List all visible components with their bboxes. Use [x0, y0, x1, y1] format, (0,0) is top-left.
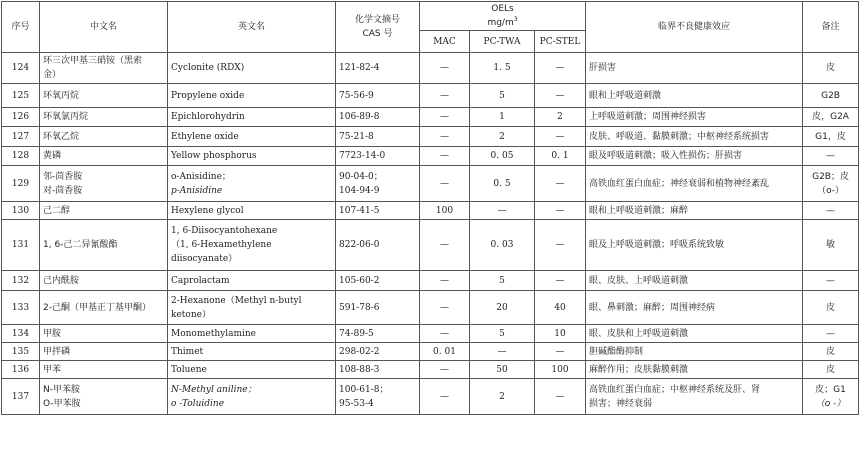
english-name: Cyclonite (RDX) — [168, 53, 336, 84]
chinese-name: 环三次甲基三硝铵（黑索 金） — [40, 53, 168, 84]
row-number: 130 — [2, 202, 40, 220]
header-mac: MAC — [420, 31, 470, 53]
header-seq: 序号 — [2, 2, 40, 53]
health-effect: 眼及呼吸道刺激；吸入性损伤；肝损害 — [586, 147, 803, 166]
table-row — [2, 379, 859, 415]
pc-twa-value: 5 — [470, 325, 535, 343]
mac-value: — — [420, 84, 470, 108]
header-row-1 — [2, 2, 859, 31]
health-effect: 麻醉作用；皮肤黏膜刺激 — [586, 361, 803, 379]
table-row — [2, 166, 859, 202]
chinese-name: 环氧氯丙烷 — [40, 108, 168, 127]
chinese-name: 2-己酮（甲基正丁基甲酮） — [40, 291, 168, 325]
pc-stel-value: 40 — [535, 291, 586, 325]
table-row — [2, 343, 859, 361]
cas-number: 822-06-0 — [336, 220, 420, 271]
english-name: 2-Hexanone（Methyl n-butyl ketone） — [168, 291, 336, 325]
header-cas-line2: CAS 号 — [362, 29, 393, 39]
chinese-name: 己内酰胺 — [40, 271, 168, 291]
header-oels-label: OELs — [491, 4, 514, 14]
pc-twa-value: 5 — [470, 84, 535, 108]
cas-number: 107-41-5 — [336, 202, 420, 220]
table-row — [2, 202, 859, 220]
mac-value: — — [420, 325, 470, 343]
pc-stel-value: 2 — [535, 108, 586, 127]
pc-twa-value: — — [470, 343, 535, 361]
note: 敏 — [803, 220, 859, 271]
table-row — [2, 325, 859, 343]
table-row — [2, 108, 859, 127]
note: 皮 — [803, 361, 859, 379]
header-chinese-name: 中文名 — [40, 2, 168, 53]
mac-value: — — [420, 53, 470, 84]
english-name: Epichlorohydrin — [168, 108, 336, 127]
mac-value: — — [420, 220, 470, 271]
pc-stel-value: — — [535, 343, 586, 361]
chinese-name: 1, 6-己二异氰酸酯 — [40, 220, 168, 271]
cas-number: 108-88-3 — [336, 361, 420, 379]
health-effect: 肝损害 — [586, 53, 803, 84]
header-cas — [336, 2, 420, 53]
health-effect: 胆碱酯酶抑制 — [586, 343, 803, 361]
pc-twa-value: 2 — [470, 127, 535, 147]
header-pc-twa: PC-TWA — [470, 31, 535, 53]
chinese-name: 环氧丙烷 — [40, 84, 168, 108]
pc-stel-value: — — [535, 127, 586, 147]
row-number: 133 — [2, 291, 40, 325]
row-number: 137 — [2, 379, 40, 415]
cas-number: 74-89-5 — [336, 325, 420, 343]
cas-number: 90-04-0； 104-94-9 — [336, 166, 420, 202]
row-number: 129 — [2, 166, 40, 202]
pc-twa-value: 0. 03 — [470, 220, 535, 271]
pc-twa-value: 2 — [470, 379, 535, 415]
row-number: 135 — [2, 343, 40, 361]
row-number: 125 — [2, 84, 40, 108]
mac-value: — — [420, 147, 470, 166]
pc-stel-value: 100 — [535, 361, 586, 379]
english-name: Monomethylamine — [168, 325, 336, 343]
pc-twa-value: 0. 05 — [470, 147, 535, 166]
header-effect: 临界不良健康效应 — [586, 2, 803, 53]
pc-stel-value: — — [535, 53, 586, 84]
header-pc-stel: PC-STEL — [535, 31, 586, 53]
health-effect: 眼、鼻刺激；麻醉；周围神经病 — [586, 291, 803, 325]
mac-value: — — [420, 127, 470, 147]
health-effect: 高铁血红蛋白血症；中枢神经系统及肝、肾 损害；神经衰弱 — [586, 379, 803, 415]
health-effect: 眼、皮肤和上呼吸道刺激 — [586, 325, 803, 343]
note: — — [803, 271, 859, 291]
english-name: N-Methyl aniline； o -Toluidine — [168, 379, 336, 415]
chinese-name: N-甲苯胺 O-甲苯胺 — [40, 379, 168, 415]
header-oels-unit — [423, 16, 582, 30]
mac-value: 0. 01 — [420, 343, 470, 361]
cas-number: 100-61-8； 95-53-4 — [336, 379, 420, 415]
english-name: 1, 6-Diisocyantohexane （1, 6-Hexamethylene diisocyanate） — [168, 220, 336, 271]
note: — — [803, 202, 859, 220]
table-row — [2, 53, 859, 84]
chinese-name: 环氧乙烷 — [40, 127, 168, 147]
pc-twa-value: 0. 5 — [470, 166, 535, 202]
mac-value: — — [420, 166, 470, 202]
mac-value: — — [420, 271, 470, 291]
header-oels — [420, 2, 586, 31]
mac-value: — — [420, 361, 470, 379]
note: G2B — [803, 84, 859, 108]
row-number: 124 — [2, 53, 40, 84]
note: 皮；G1 （o -） — [803, 379, 859, 415]
health-effect: 皮肤、呼吸道、黏膜刺激；中枢神经系统损害 — [586, 127, 803, 147]
english-name: Ethylene oxide — [168, 127, 336, 147]
cas-number: 591-78-6 — [336, 291, 420, 325]
pc-stel-value: — — [535, 84, 586, 108]
table-row — [2, 220, 859, 271]
note: — — [803, 147, 859, 166]
table-row — [2, 147, 859, 166]
pc-stel-value: — — [535, 271, 586, 291]
header-english-name: 英文名 — [168, 2, 336, 53]
chinese-name: 甲拌磷 — [40, 343, 168, 361]
pc-stel-value: — — [535, 202, 586, 220]
mac-value: — — [420, 379, 470, 415]
english-name: Yellow phosphorus — [168, 147, 336, 166]
cas-number: 121-82-4 — [336, 53, 420, 84]
health-effect: 眼、皮肤、上呼吸道刺激 — [586, 271, 803, 291]
row-number: 132 — [2, 271, 40, 291]
health-effect: 上呼吸道刺激；周围神经损害 — [586, 108, 803, 127]
english-name: Propylene oxide — [168, 84, 336, 108]
chinese-name: 己二醇 — [40, 202, 168, 220]
table-row — [2, 271, 859, 291]
cas-number: 75-56-9 — [336, 84, 420, 108]
pc-twa-value: — — [470, 202, 535, 220]
oel-table — [1, 1, 859, 415]
cas-number: 105-60-2 — [336, 271, 420, 291]
english-name: Caprolactam — [168, 271, 336, 291]
pc-twa-value: 50 — [470, 361, 535, 379]
note: 皮 — [803, 53, 859, 84]
note: G2B；皮 （o-） — [803, 166, 859, 202]
table-row — [2, 127, 859, 147]
chinese-name: 甲胺 — [40, 325, 168, 343]
mac-value: — — [420, 108, 470, 127]
cas-number: 7723-14-0 — [336, 147, 420, 166]
pc-stel-value: 10 — [535, 325, 586, 343]
english-name: o-Anisidine； p-Anisidine — [168, 166, 336, 202]
pc-twa-value: 5 — [470, 271, 535, 291]
cas-number: 298-02-2 — [336, 343, 420, 361]
header-note: 备注 — [803, 2, 859, 53]
mac-value: — — [420, 291, 470, 325]
row-number: 131 — [2, 220, 40, 271]
english-name: Toluene — [168, 361, 336, 379]
cas-number: 106-89-8 — [336, 108, 420, 127]
health-effect: 高铁血红蛋白血症；神经衰弱和植物神经紊乱 — [586, 166, 803, 202]
mac-value: 100 — [420, 202, 470, 220]
chinese-name: 邻-茴香胺 对-茴香胺 — [40, 166, 168, 202]
row-number: 127 — [2, 127, 40, 147]
note: — — [803, 325, 859, 343]
note: 皮 — [803, 343, 859, 361]
row-number: 136 — [2, 361, 40, 379]
pc-stel-value: — — [535, 220, 586, 271]
pc-stel-value: — — [535, 166, 586, 202]
row-number: 134 — [2, 325, 40, 343]
english-name: Hexylene glycol — [168, 202, 336, 220]
health-effect: 眼和上呼吸道刺激；麻醉 — [586, 202, 803, 220]
pc-twa-value: 1. 5 — [470, 53, 535, 84]
note: G1，皮 — [803, 127, 859, 147]
row-number: 128 — [2, 147, 40, 166]
table-row — [2, 361, 859, 379]
header-cas-line1: 化学文摘号 — [354, 15, 400, 25]
note: 皮，G2A — [803, 108, 859, 127]
pc-twa-value: 1 — [470, 108, 535, 127]
table-row — [2, 84, 859, 108]
header-unit-sup: 3 — [513, 16, 518, 23]
header-unit-base: mg/m — [487, 18, 514, 28]
pc-twa-value: 20 — [470, 291, 535, 325]
pc-stel-value: — — [535, 379, 586, 415]
pc-stel-value: 0. 1 — [535, 147, 586, 166]
chinese-name: 黄磷 — [40, 147, 168, 166]
note: 皮 — [803, 291, 859, 325]
english-name: Thimet — [168, 343, 336, 361]
chinese-name: 甲苯 — [40, 361, 168, 379]
row-number: 126 — [2, 108, 40, 127]
table-row — [2, 291, 859, 325]
cas-number: 75-21-8 — [336, 127, 420, 147]
health-effect: 眼和上呼吸道刺激 — [586, 84, 803, 108]
health-effect: 眼及上呼吸道刺激；呼吸系统致敏 — [586, 220, 803, 271]
